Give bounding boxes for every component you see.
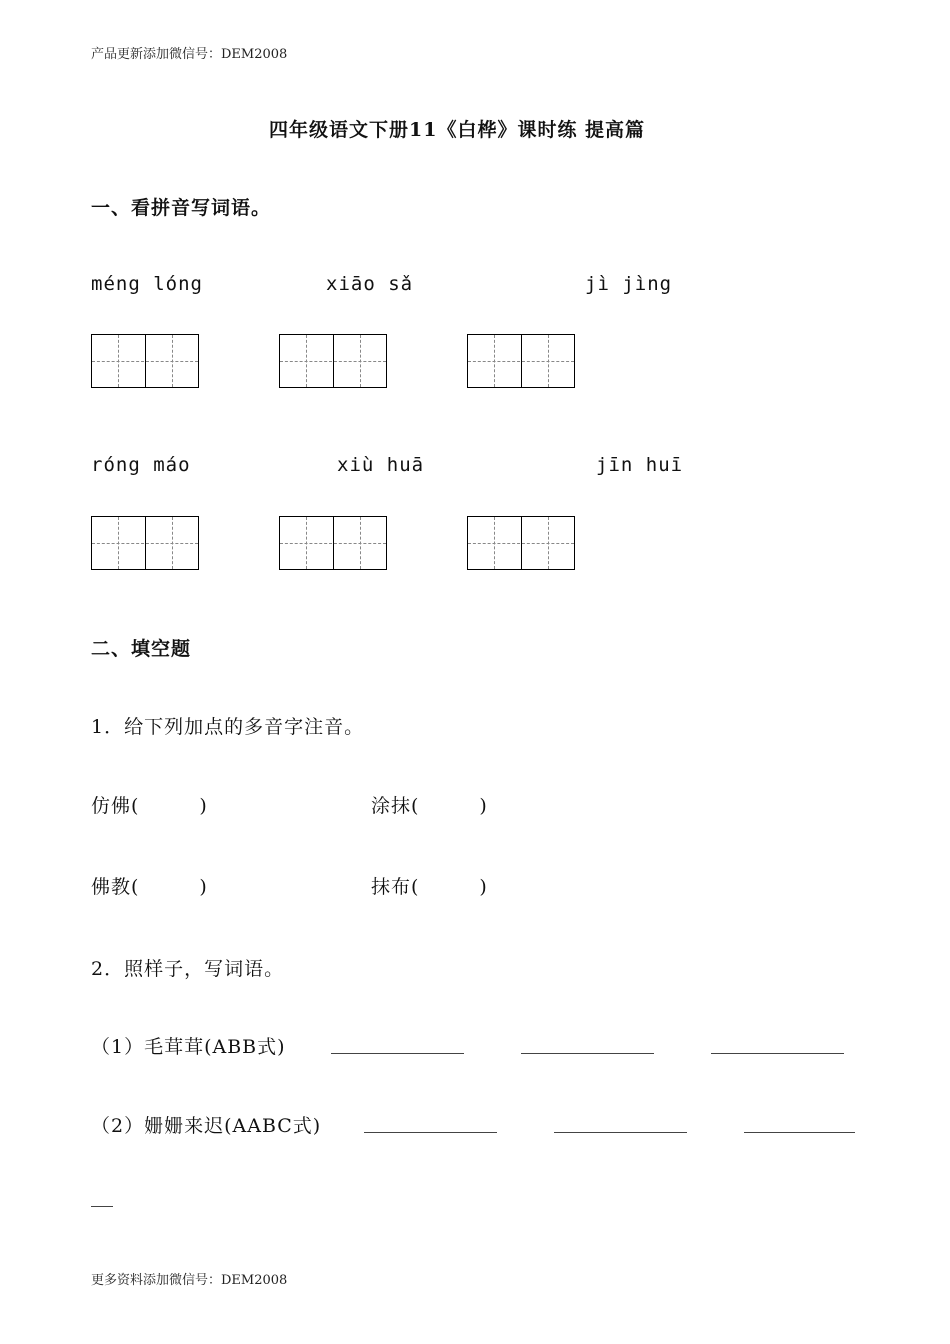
- question-2-prompt: 2．照样子，写词语。: [91, 958, 285, 980]
- page-header: 产品更新添加微信号：DEM2008: [91, 47, 288, 62]
- answer-blank-6-continued[interactable]: [91, 1206, 113, 1207]
- pinyin-1: méng lóng: [91, 273, 203, 295]
- answer-blank-3[interactable]: [711, 1053, 844, 1054]
- polyphone-item-1[interactable]: 仿佛( ): [91, 795, 208, 817]
- page-footer: 更多资料添加微信号：DEM2008: [91, 1273, 288, 1288]
- polyphone-item-4[interactable]: 抹布( ): [371, 876, 488, 898]
- writing-box-4[interactable]: [91, 516, 199, 570]
- pinyin-3: jì jìng: [585, 273, 673, 295]
- polyphone-item-3[interactable]: 佛教( ): [91, 876, 208, 898]
- polyphone-item-2[interactable]: 涂抹( ): [371, 795, 488, 817]
- pinyin-4: róng máo: [91, 454, 191, 476]
- answer-blank-1[interactable]: [331, 1053, 464, 1054]
- answer-blank-5[interactable]: [554, 1132, 687, 1133]
- pinyin-5: xiù huā: [337, 454, 425, 476]
- pattern-item-2: （2）姗姗来迟(AABC式): [91, 1115, 322, 1137]
- writing-box-6[interactable]: [467, 516, 575, 570]
- answer-blank-2[interactable]: [521, 1053, 654, 1054]
- pinyin-6: jīn huī: [596, 454, 684, 476]
- answer-blank-4[interactable]: [364, 1132, 497, 1133]
- writing-box-5[interactable]: [279, 516, 387, 570]
- writing-box-3[interactable]: [467, 334, 575, 388]
- pinyin-2: xiāo sǎ: [326, 273, 414, 295]
- question-1-prompt: 1．给下列加点的多音字注音。: [91, 716, 365, 738]
- section-1-heading: 一、看拼音写词语。: [91, 197, 272, 219]
- writing-box-1[interactable]: [91, 334, 199, 388]
- writing-box-2[interactable]: [279, 334, 387, 388]
- answer-blank-6[interactable]: [744, 1132, 855, 1133]
- pattern-item-1: （1）毛茸茸(ABB式): [91, 1036, 286, 1058]
- page-title: 四年级语文下册11《白桦》课时练 提高篇: [269, 119, 646, 141]
- section-2-heading: 二、填空题: [91, 638, 192, 660]
